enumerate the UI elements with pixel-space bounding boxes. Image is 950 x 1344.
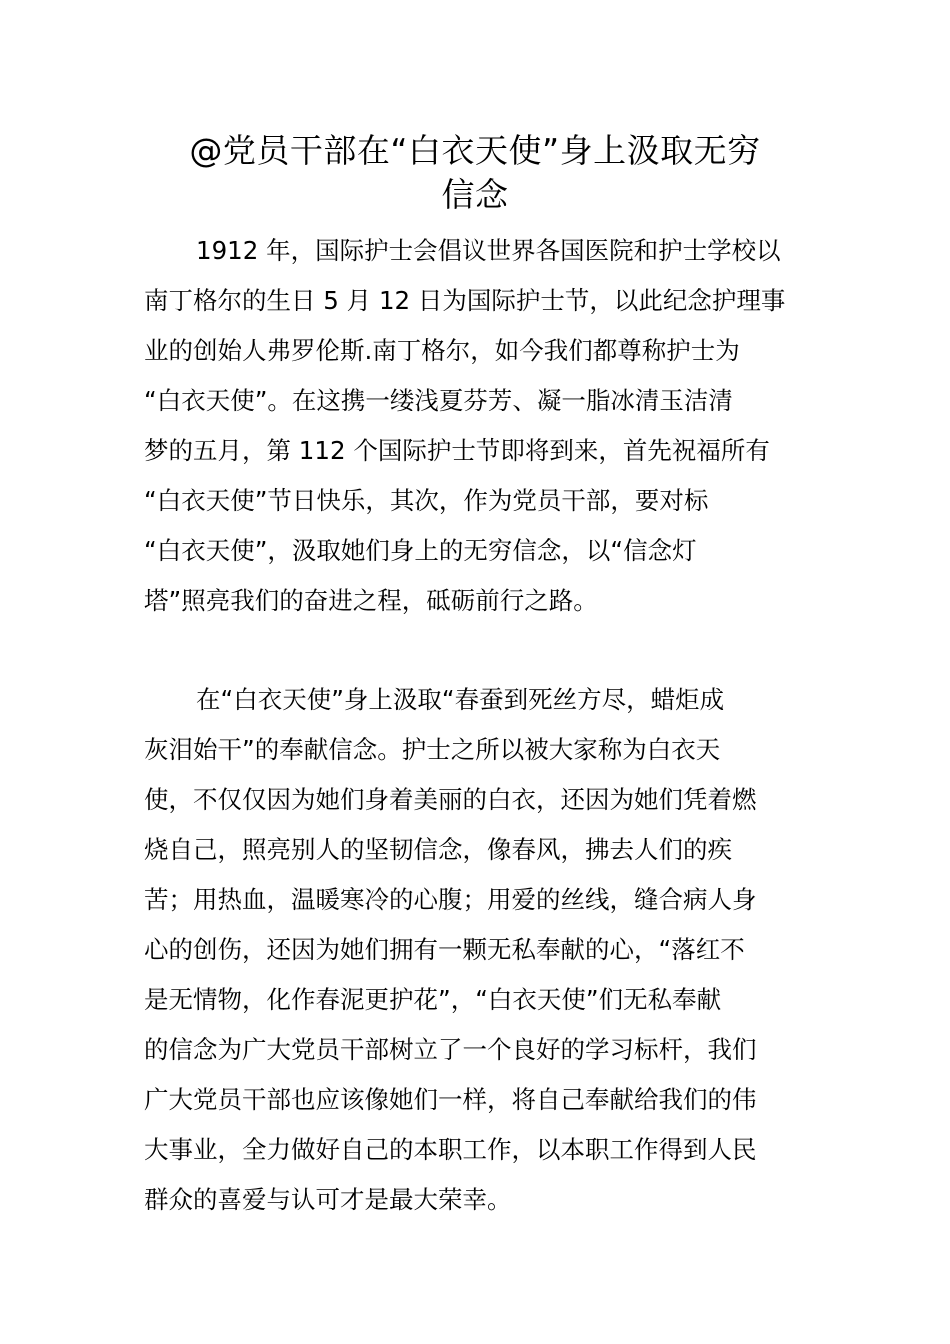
paragraph-line: 业的创始人弗罗伦斯.南丁格尔，如今我们都尊称护士为 <box>144 336 740 365</box>
paragraph-line: 心的创伤，还因为她们拥有一颗无私奉献的心，“落红不 <box>144 935 745 964</box>
paragraph-line: 梦的五月，第 112 个国际护士节即将到来，首先祝福所有 <box>144 436 770 465</box>
paragraph-line: 南丁格尔的生日 5 月 12 日为国际护士节，以此纪念护理事 <box>144 286 786 315</box>
paragraph-line: 灰泪始干”的奉献信念。护士之所以被大家称为白衣天 <box>144 735 721 764</box>
paragraph-line: 广大党员干部也应该像她们一样，将自己奉献给我们的伟 <box>144 1085 757 1114</box>
paragraph-line: 烧自己，照亮别人的坚韧信念，像春风，拂去人们的疾 <box>144 835 732 864</box>
paragraph-line: “白衣天使”。在这携一缕浅夏芬芳、凝一脂冰清玉洁清 <box>144 386 733 415</box>
body-paragraph-1 <box>144 226 814 626</box>
paragraph-line: 是无情物，化作春泥更护花”，“白衣天使”们无私奉献 <box>144 985 722 1014</box>
body-paragraph-2 <box>144 675 814 1225</box>
title-line: @党员干部在“白衣天使”身上汲取无穷 <box>189 131 761 170</box>
paragraph-line: “白衣天使”，汲取她们身上的无穷信念，以“信念灯 <box>144 536 697 565</box>
paragraph-line: 的信念为广大党员干部树立了一个良好的学习标杆，我们 <box>144 1035 757 1064</box>
paragraph-line: 使，不仅仅因为她们身着美丽的白衣，还因为她们凭着燃 <box>144 785 757 814</box>
document-title <box>130 129 820 217</box>
paragraph-line: 群众的喜爱与认可才是最大荣幸。 <box>144 1185 512 1214</box>
title-line: 信念 <box>441 175 509 214</box>
paragraph-line: 在“白衣天使”身上汲取“春蚕到死丝方尽，蜡炬成 <box>196 685 725 714</box>
paragraph-line: “白衣天使”节日快乐，其次，作为党员干部，要对标 <box>144 486 709 515</box>
paragraph-line: 塔”照亮我们的奋进之程，砥砺前行之路。 <box>144 586 598 615</box>
paragraph-line: 苦；用热血，温暖寒冷的心腹；用爱的丝线，缝合病人身 <box>144 885 757 914</box>
paragraph-line: 1912 年，国际护士会倡议世界各国医院和护士学校以 <box>196 236 781 265</box>
paragraph-line: 大事业，全力做好自己的本职工作，以本职工作得到人民 <box>144 1135 757 1164</box>
